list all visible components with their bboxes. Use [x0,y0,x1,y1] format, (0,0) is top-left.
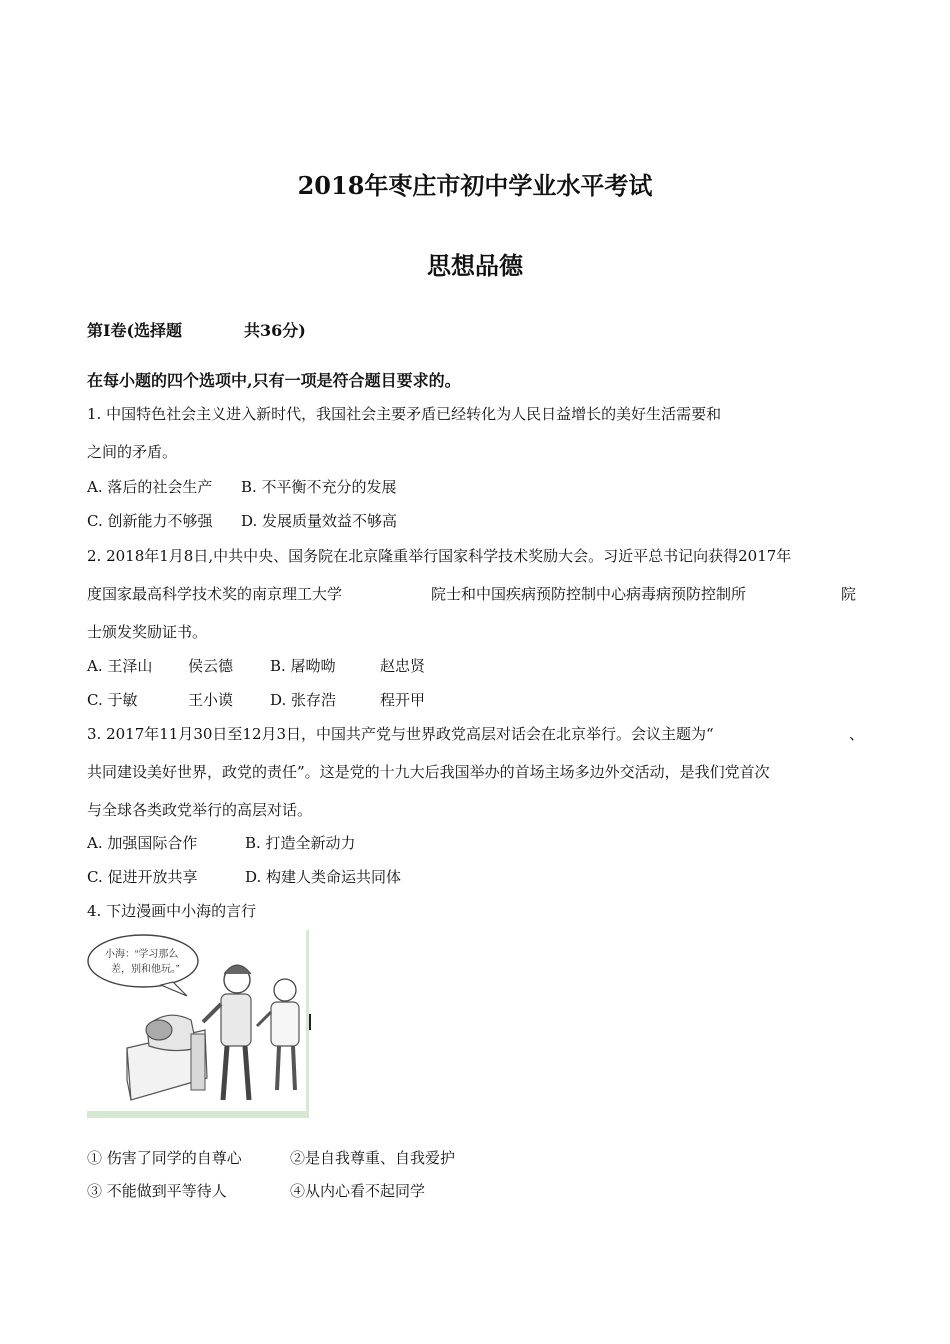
q2-option-a-second: 侯云德 [188,657,234,675]
section-score: 共36分) [244,321,306,340]
q1-line2: 之间的矛盾。 [87,443,178,461]
q3-line3: 与全球各类政党举行的高层对话。 [87,801,313,819]
q4-option-2: ②是自我尊重、自我爱护 [290,1149,456,1167]
q2-option-d: D. 张存浩 [270,691,337,709]
q2-option-b-second: 赵忠贤 [380,657,426,675]
q3-option-c: C. 促进开放共享 [87,868,198,886]
cartoon-illustration [87,930,309,1118]
q1-option-c: C. 创新能力不够强 [87,512,213,530]
margin-mark [309,1014,311,1030]
q2-option-c: C. 于敏 [87,691,138,709]
q4-option-1: ① 伤害了同学的自尊心 [87,1149,242,1167]
q3-line1-a: 3. 2017年11月30日至12月3日，中国共产党与世界政党高层对话会在北京举行。会议主题为“ [87,725,714,743]
section-label: 第Ⅰ卷(选择题 [87,321,183,340]
q1-option-a: A. 落后的社会生产 [87,478,213,496]
bubble-line-1: 小海：“学习那么 [105,949,179,960]
q2-line2-a: 度国家最高科学技术奖的南京理工大学 [87,585,343,603]
q1-line1: 1. 中国特色社会主义进入新时代，我国社会主要矛盾已经转化为人民日益增长的美好生活需要和 [87,405,722,423]
q3-option-a: A. 加强国际合作 [87,834,198,852]
q2-line1: 2. 2018年1月8日,中共中央、国务院在北京隆重举行国家科学技术奖励大会。习近平总书记向获得2017年 [87,547,792,565]
q3-option-d: D. 构建人类命运共同体 [245,868,402,886]
q2-option-d-second: 程开甲 [380,691,426,709]
q3-line1-b: 、 [849,725,865,743]
q2-option-b: B. 屠呦呦 [270,657,336,675]
q1-option-b: B. 不平衡不充分的发展 [241,478,397,496]
q2-line2-b: 院士和中国疾病预防控制中心病毒病预防控制所 [431,585,747,603]
exam-title: 2018年枣庄市初中学业水平考试 [297,171,653,200]
subject-title: 思想品德 [427,251,523,280]
q2-line3: 士颁发奖励证书。 [87,623,208,641]
q4-line1: 4. 下边漫画中小海的言行 [87,902,257,920]
instruction: 在每小题的四个选项中,只有一项是符合题目要求的。 [87,371,461,390]
q2-option-a: A. 王泽山 [87,657,153,675]
q2-option-c-second: 王小谟 [188,691,234,709]
q4-option-4: ④从内心看不起同学 [290,1182,426,1200]
q4-option-3: ③ 不能做到平等待人 [87,1182,227,1200]
bubble-line-2: 差，别和他玩。” [111,964,180,975]
q3-option-b: B. 打造全新动力 [245,834,356,852]
q2-line2-c: 院 [841,585,857,603]
q1-option-d: D. 发展质量效益不够高 [241,512,398,530]
q3-line2: 共同建设美好世界，政党的责任”。这是党的十九大后我国举办的首场主场多边外交活动，是我们党首次 [87,763,770,781]
